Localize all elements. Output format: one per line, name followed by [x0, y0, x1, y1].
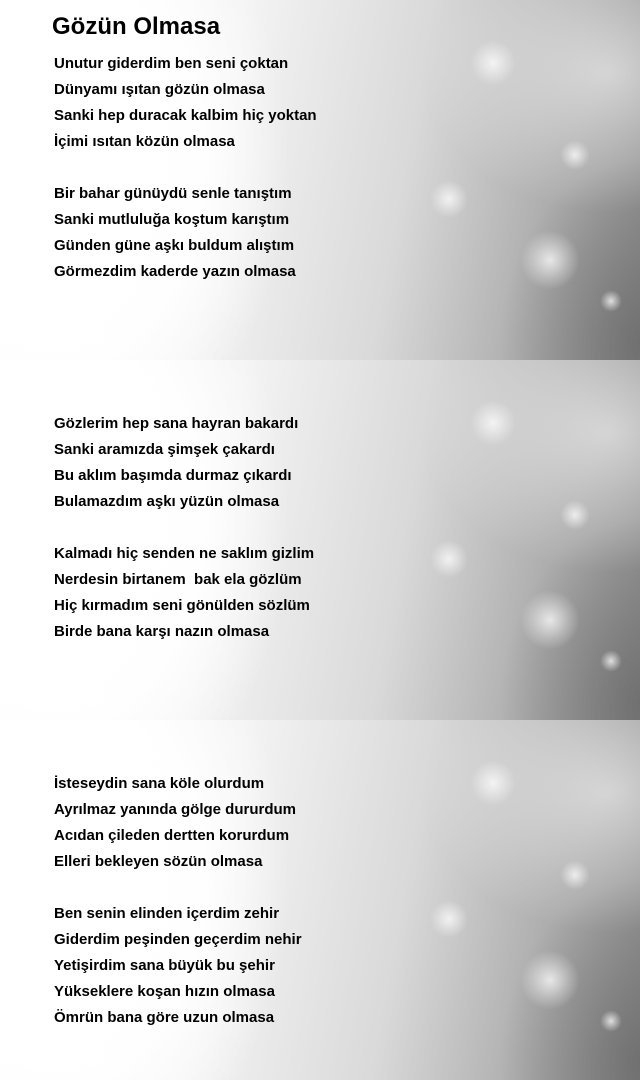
bokeh-light [600, 290, 622, 312]
poem-line: Ben senin elinden içerdim zehir [54, 905, 280, 922]
poem-line: Yükseklere koşan hızın olmasa [54, 983, 275, 1000]
stanza-6 [54, 901, 302, 1031]
bokeh-light [520, 230, 580, 290]
poem-panel-1 [0, 0, 640, 360]
poem-title: Gözün Olmasa [52, 13, 221, 40]
poem-panel-2 [0, 360, 640, 720]
poem-line: Sanki hep duracak kalbim hiç yoktan [54, 107, 317, 124]
bokeh-light [470, 40, 516, 86]
poem-line: Acıdan çileden dertten korurdum [54, 827, 290, 844]
bokeh-light [430, 540, 468, 578]
bokeh-light [430, 900, 468, 938]
poem-line: Elleri bekleyen sözün olmasa [54, 853, 263, 870]
poem-line: Unutur giderdim ben seni çoktan [54, 55, 289, 72]
poem-line: Ayrılmaz yanında gölge dururdum [54, 801, 296, 818]
poem-line: Bir bahar günüydü senle tanıştım [54, 185, 292, 202]
poem-line: Ömrün bana göre uzun olmasa [54, 1009, 275, 1026]
poem-panel-3 [0, 720, 640, 1080]
stanza-2 [54, 181, 296, 285]
bokeh-light [470, 760, 516, 806]
bokeh-light [560, 860, 590, 890]
poem-line: Sanki mutluluğa koştum karıştım [54, 211, 290, 228]
poem-line: Dünyamı ışıtan gözün olmasa [54, 81, 265, 98]
bokeh-light [600, 650, 622, 672]
poem-line: Günden güne aşkı buldum alıştım [54, 237, 295, 254]
poem-line: Nerdesin birtanem bak ela gözlüm [54, 571, 302, 588]
poem-line: Yetişirdim sana büyük bu şehir [54, 957, 275, 974]
poem-line: Bulamazdım aşkı yüzün olmasa [54, 493, 280, 510]
stanza-5 [54, 771, 296, 875]
poem-line: Görmezdim kaderde yazın olmasa [54, 263, 296, 280]
bokeh-light [560, 500, 590, 530]
poem-line: Hiç kırmadım seni gönülden sözlüm [54, 597, 310, 614]
bokeh-light [520, 950, 580, 1010]
bokeh-light [560, 140, 590, 170]
stanza-4 [54, 541, 314, 645]
poem-line: Birde bana karşı nazın olmasa [54, 623, 270, 640]
poem-line: Gözlerim hep sana hayran bakardı [54, 415, 299, 432]
bokeh-light [600, 1010, 622, 1032]
poem-line: Kalmadı hiç senden ne saklım gizlim [54, 545, 315, 562]
stanza-1 [54, 51, 317, 155]
bokeh-light [520, 590, 580, 650]
poem-line: İsteseydin sana köle olurdum [54, 775, 265, 792]
bokeh-light [430, 180, 468, 218]
poem-line: Giderdim peşinden geçerdim nehir [54, 931, 302, 948]
stanza-3 [54, 411, 298, 515]
poem-line: Bu aklım başımda durmaz çıkardı [54, 467, 292, 484]
bokeh-light [470, 400, 516, 446]
poem-line: İçimi ısıtan közün olmasa [54, 133, 235, 150]
poem-line: Sanki aramızda şimşek çakardı [54, 441, 275, 458]
